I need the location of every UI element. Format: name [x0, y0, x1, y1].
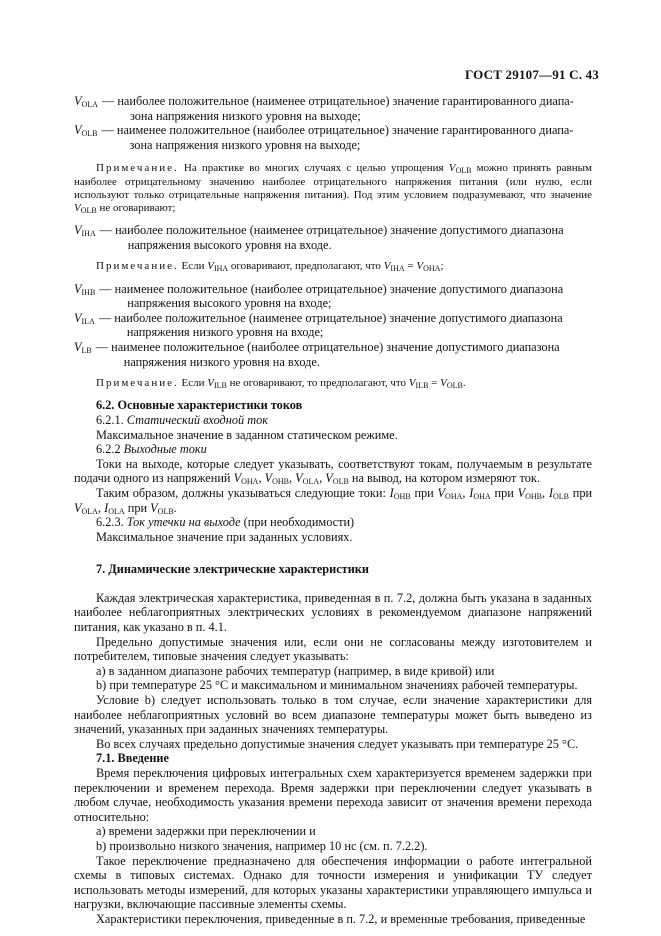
definition-symbol: $V_{OLB}$ — [74, 123, 98, 139]
definition-vola — [74, 94, 592, 123]
section-7-list-item-a: a) в заданном диапазоне рабочих температур (например, в виде кривой) или — [96, 663, 495, 678]
page-header: ГОСТ 29107—91 С. 43 — [465, 67, 599, 82]
section-7-1-paragraph-2: Такое переключение предназначено для обеспечения информации о работе интегральной схемы в типовых системах. Однако для точности измерения и унификации ТУ следует использовать методы измерений, для которых указаны характеристики управляющего импульса и нагрузки, включающие пассивные элементы схемы. — [74, 853, 592, 912]
section-6-2-3-text: Максимальное значение при заданных условиях. — [96, 529, 353, 544]
definition-continuation: напряжения высокого уровня на входе. — [127, 237, 332, 252]
note-label: Примечание. — [96, 162, 179, 175]
section-6-2-1-text: Максимальное значение в заданном статическом режиме. — [96, 427, 398, 442]
definition-text: — наиболее положительное (наименее отрицательное) значение гарантированного диапа- — [101, 94, 574, 108]
note-2: Примечание. Если $V_{IHA}$ оговаривают, предполагают, что $V_{IHA} = V_{OHA}$; — [96, 260, 444, 274]
note-1: Примечание. На практике во многих случаях с целью упрощения $V_{OLB}$ можно принять равным наиболее отрицательному значению наиболее отрицательного напряжения питания (или нулю, если используют только отрицательные напряжения питания). Под этим условием подразумевают, что значение $V_{OLB}$ не оговаривают; — [74, 162, 592, 215]
definition-continuation: напряжения высокого уровня на входе; — [127, 296, 332, 311]
definition-text: — наименее положительное (наиболее отрицательное) значение гарантированного диапа- — [101, 123, 574, 138]
definition-continuation: напряжения низкого уровня на входе; — [126, 325, 324, 340]
definition-text: — наименее положительное (наиболее отрицательное) значение допустимого диапазона — [95, 339, 560, 354]
note-label: Примечание. — [96, 377, 179, 390]
section-7-1-paragraph-1: Время переключения цифровых интегральных схем характеризуется временем задержки при переключении и временем перехода. Время задержки при переключении следует указывать в любом случае, необходимость указания времени перехода зависит от значения времени перехода относительно: — [74, 766, 592, 824]
section-7-paragraph-2: Предельно допустимые значения или, если они не согласованы между изготовителем и потребителем, типовые значения следует указывать: — [74, 634, 592, 664]
section-6-2-2-paragraph-2: Таким образом, должны указываться следующие токи: $I_{OHB}$ при $V_{OHA}$, $I_{OHA}$ при $V_{OHB}$, $I_{OLB}$ при $V_{OLA}$, $I_{OLA}$ при $V_{OLB}$. — [74, 485, 593, 516]
section-7-paragraph-4: Во всех случаях предельно допустимые значения следует указывать при температуре 25 °С. — [96, 736, 579, 751]
section-7-list-item-b: b) при температуре 25 °С и максимальном и минимальном значениях рабочей температуры. — [96, 678, 578, 693]
section-6-2-2-paragraph-1: Токи на выходе, которые следует указывать, соответствуют токам, получаемым в результате подачи одного из напряжений $V_{OHA}$, $V_{OHB}$, $V_{OLA}$, $V_{OLB}$ на вывод, на котором измеряют ток. — [74, 456, 592, 487]
definition-continuation: зона напряжения низкого уровня на выходе; — [129, 108, 361, 123]
section-7-1-paragraph-3: Характеристики переключения, приведенные в п. 7.2, и временные требования, приведенные — [96, 911, 586, 926]
definition-text: — наименее положительное (наиболее отрицательное) значение допустимого диапазона — [99, 281, 564, 296]
definition-vlb — [74, 340, 592, 369]
definition-continuation: напряжения низкого уровня на входе. — [123, 354, 320, 369]
definition-vila — [74, 311, 592, 340]
section-6-2-1-heading: 6.2.1. Статический входной ток — [96, 412, 269, 427]
definition-symbol: $V_{ILA}$ — [74, 310, 95, 326]
section-6-2-3-heading: 6.2.3. Ток утечки на выходе (при необходимости) — [96, 515, 355, 530]
note-3: Примечание. Если $V_{ILB}$ не оговаривают, то предполагают, что $V_{ILB} = V_{OLB}$. — [96, 377, 466, 391]
definition-symbol: $V_{OLA}$ — [74, 94, 98, 109]
definition-text: — наиболее положительное (наименее отрицательное) значение допустимого диапазона — [99, 223, 564, 238]
section-7-paragraph-3: Условие b) следует использовать только в том случае, если значение характеристики для наиболее неблагоприятных условий во всем диапазоне температуры может быть выведено из значений, указанных при заданных значениях температуры. — [74, 693, 592, 737]
definition-volb — [74, 123, 592, 152]
section-7-1-list-item-b: b) произвольно низкого значения, например 10 нс (см. п. 7.2.2). — [96, 838, 428, 853]
definition-symbol: $V_{IHB}$ — [74, 281, 96, 297]
definition-continuation: зона напряжения низкого уровня на выходе; — [129, 137, 361, 152]
definition-symbol: $V_{IHA}$ — [74, 223, 96, 239]
definition-vihb — [74, 282, 592, 311]
section-7-1-list-item-a: a) времени задержки при переключении и — [96, 824, 316, 839]
section-7-1-title: 7.1. Введение — [96, 751, 169, 766]
section-7-title: 7. Динамические электрические характеристики — [96, 562, 369, 577]
definition-viha — [74, 223, 592, 252]
section-6-2-2-heading: 6.2.2 Выходные токи — [96, 442, 207, 457]
definition-symbol: $V_{LB}$ — [74, 339, 92, 355]
section-6-2-title: 6.2. Основные характеристики токов — [96, 398, 303, 413]
section-7-paragraph-1: Каждая электрическая характеристика, приведенная в п. 7.2, должна быть указана в заданных наиболее неблагоприятных электрических условиях в рекомендуемом диапазоне напряжений питания, как указано в п. 4.1. — [74, 590, 592, 635]
page-content — [74, 94, 592, 927]
definition-text: — наиболее положительное (наименее отрицательное) значение допустимого диапазона — [98, 310, 563, 325]
note-label: Примечание. — [96, 260, 179, 273]
